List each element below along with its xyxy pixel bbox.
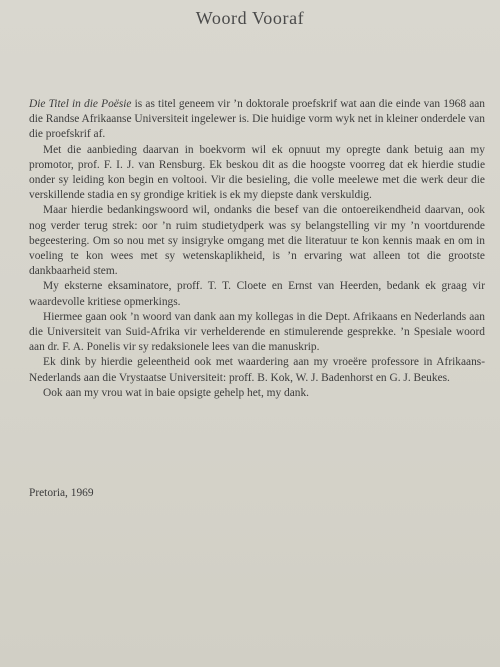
paragraph-7: Ook aan my vrou wat in baie opsigte gehelp het, my dank. [43, 386, 310, 399]
paragraph-3: Maar hierdie bedankingswoord wil, ondanks die besef van die ontoereikendheid daarvan, ook nog verder terug strek: oor ’n ruim studietydperk was sy belangstelling vir my ’n voortdurende begeestering. Om so nou met sy insigryke omgang met die literatuur te kon kennis maak en om in voeling te kon wees met sy wetenskaplikheid, is ’n ervaring wat alleen tot die grootste dankbaarheid stem. [29, 204, 485, 278]
paragraph-1 [29, 97, 485, 143]
paragraph-5: Hiermee gaan ook ’n woord van dank aan my kollegas in die Dept. Afrikaans en Nederlands aan die Universiteit van Suid-Afrika vir verhelderende en stimulerende gesprekke. ’n Spesiale woord aan dr. F. A. Ponelis vir sy redaksionele lees van die manuskrip. [29, 310, 485, 354]
paragraph-2: Met die aanbieding daarvan in boekvorm wil ek opnuut my opregte dank betuig aan my promotor, prof. F. I. J. van Rensburg. Ek beskou dit as die hoogste voorreg dat ek hierdie studie onder sy leiding kon begin en voltooi. Vir die besieling, die volle meelewe met die werk deur die verskillende stadia en sy grondige kritiek is ek my diepste dank verskuldig. [29, 143, 485, 202]
place-date-signoff: Pretoria, 1969 [29, 487, 94, 499]
paragraph-6: Ek dink by hierdie geleentheid ook met waardering aan my vroeëre professore in Afrikaans-Nederlands aan die Vrystaatse Universiteit: proff. B. Kok, W. J. Badenhorst en G. J. Beukes. [29, 356, 485, 384]
book-title-italic: Die Titel in die Poësie [29, 98, 132, 110]
paragraph-1-text: is as titel geneem vir ’n doktorale proefskrif wat aan die einde van 1968 aan die Randse Afrikaanse Universiteit ingelewer is. Die huidige vorm wyk net in kleiner onderdele van die proefskrif af. [29, 98, 486, 141]
preface-body [29, 97, 485, 401]
paragraph-4: My eksterne eksaminatore, proff. T. T. Cloete en Ernst van Heerden, bedank ek graag vir waardevolle kritiese opmerkings. [29, 280, 485, 308]
page-title: Woord Vooraf [195, 8, 305, 28]
